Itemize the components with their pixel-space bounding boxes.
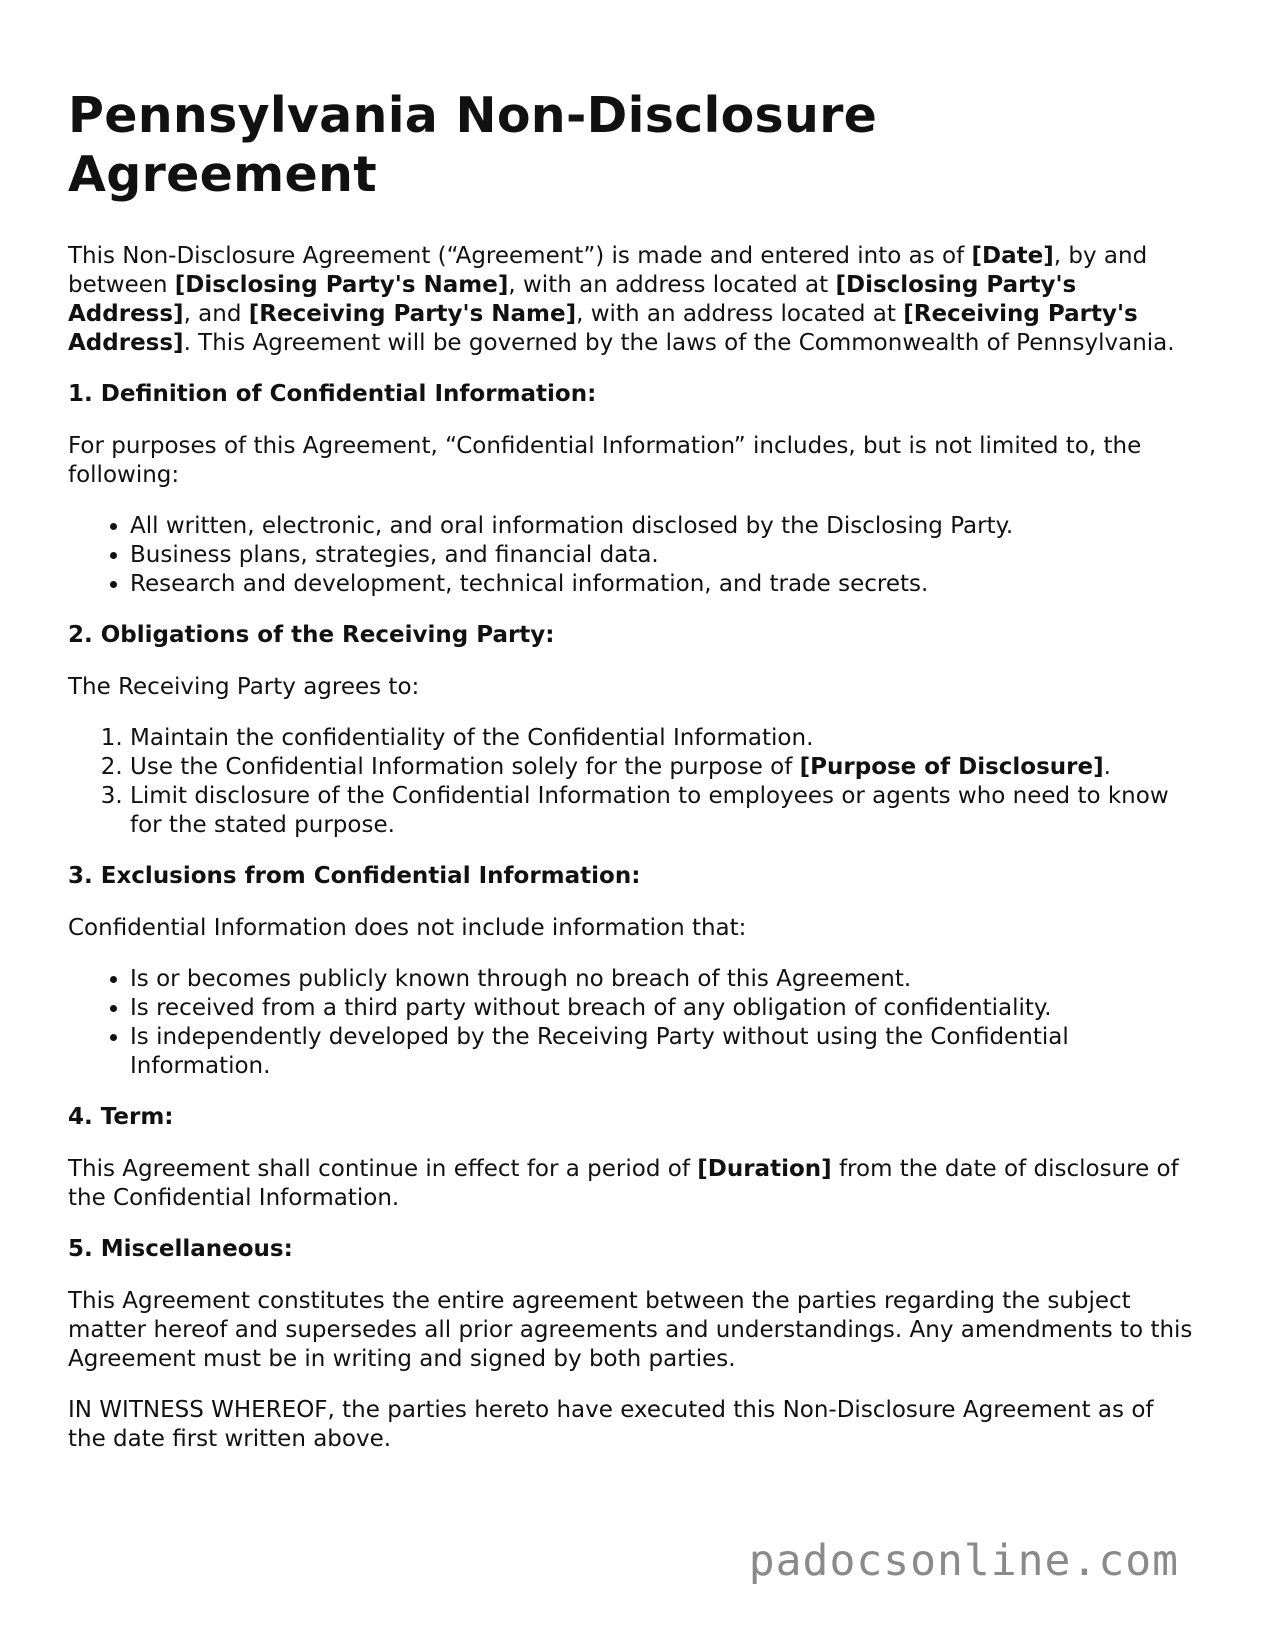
- item-text: .: [1103, 754, 1111, 780]
- date-placeholder: [Date]: [971, 243, 1054, 269]
- witness-paragraph: IN WITNESS WHEREOF, the parties hereto have executed this Non-Disclosure Agreement as of the date first written above.: [68, 1397, 1154, 1452]
- section-heading-miscellaneous: 5. Miscellaneous:: [68, 1236, 293, 1262]
- intro-text: . This Agreement will be governed by the laws of the Commonwealth of Pennsylvania.: [183, 330, 1175, 356]
- intro-text: , and: [183, 301, 249, 327]
- list-item: • All written, electronic, and oral information disclosed by the Disclosing Party.: [130, 512, 1198, 541]
- section-heading-exclusions: 3. Exclusions from Confidential Information:: [68, 863, 641, 889]
- exclusions-paragraph: Confidential Information does not include information that:: [68, 915, 747, 941]
- intro-paragraph: [68, 242, 1198, 358]
- obligations-paragraph: The Receiving Party agrees to:: [68, 674, 420, 700]
- term-paragraph: [68, 1155, 1198, 1213]
- disclosing-address-placeholder: [Disclosing Party's Address]: [68, 272, 1077, 327]
- list-item: • Is independently developed by the Receiving Party without using the Confidential Information.: [130, 1023, 1198, 1081]
- list-item: [130, 753, 1198, 782]
- definition-list: [68, 512, 1198, 599]
- list-item: 1. Maintain the confidentiality of the Confidential Information.: [130, 724, 1198, 753]
- term-text: This Agreement shall continue in effect for a period of: [68, 1156, 698, 1182]
- section-heading-term: 4. Term:: [68, 1104, 174, 1130]
- receiving-address-placeholder: [Receiving Party's Address]: [68, 301, 1138, 356]
- receiving-name-placeholder: [Receiving Party's Name]: [248, 301, 577, 327]
- list-item: • Research and development, technical information, and trade secrets.: [130, 570, 1198, 599]
- disclosing-name-placeholder: [Disclosing Party's Name]: [174, 272, 509, 298]
- purpose-placeholder: [Purpose of Disclosure]: [799, 754, 1104, 780]
- list-item: 3. Limit disclosure of the Confidential Information to employees or agents who need to know for the stated purpose.: [130, 782, 1198, 840]
- list-item: • Is or becomes publicly known through no breach of this Agreement.: [130, 965, 1198, 994]
- document-title: Pennsylvania Non-Disclosure Agreement: [68, 87, 878, 203]
- section-heading-definition: 1. Definition of Confidential Information:: [68, 381, 597, 407]
- term-text: from the date of disclosure of the Confidential Information.: [68, 1156, 1179, 1211]
- exclusions-list: [68, 965, 1198, 1081]
- intro-text: , with an address located at: [508, 272, 836, 298]
- document-page: [68, 86, 1198, 1476]
- miscellaneous-paragraph: This Agreement constitutes the entire agreement between the parties regarding the subject matter hereof and supersedes all prior agreements and understandings. Any amendments to this Agreement must be in writing and signed by both parties.: [68, 1288, 1193, 1372]
- intro-text: , by and between: [68, 243, 1148, 298]
- intro-text: , with an address located at: [576, 301, 904, 327]
- obligations-list: [68, 724, 1198, 840]
- list-item: • Business plans, strategies, and financial data.: [130, 541, 1198, 570]
- list-item: • Is received from a third party without breach of any obligation of confidentiality.: [130, 994, 1198, 1023]
- definition-paragraph: For purposes of this Agreement, “Confidential Information” includes, but is not limited to, the following:: [68, 433, 1142, 488]
- watermark-text: padocsonline.com: [748, 1536, 1179, 1586]
- intro-text: This Non-Disclosure Agreement (“Agreement”) is made and entered into as of: [68, 243, 972, 269]
- duration-placeholder: [Duration]: [697, 1156, 832, 1182]
- section-heading-obligations: 2. Obligations of the Receiving Party:: [68, 622, 555, 648]
- item-text: Use the Confidential Information solely for the purpose of: [130, 754, 800, 780]
